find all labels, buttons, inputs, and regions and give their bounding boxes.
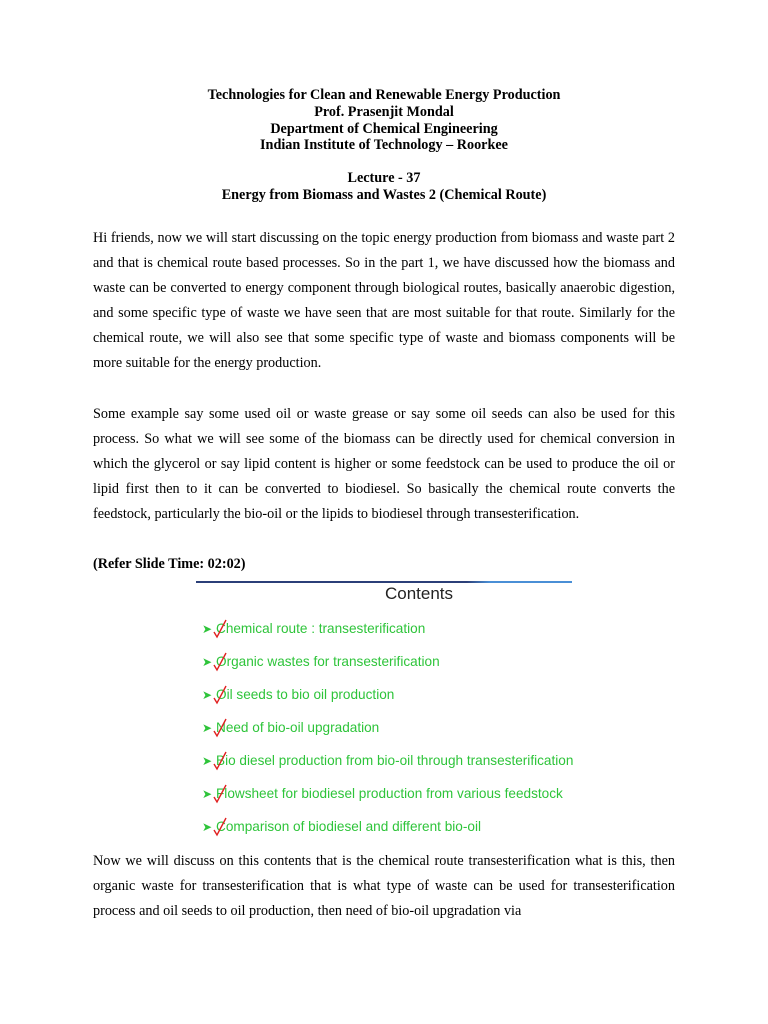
contents-item: [202, 684, 394, 706]
arrow-bullet-icon: ➤: [202, 622, 213, 636]
slide-time-reference: (Refer Slide Time: 02:02): [93, 556, 246, 572]
arrow-bullet-icon: ➤: [202, 655, 213, 669]
paragraph: Some example say some used oil or waste grease or say some oil seeds can also be used for this process. So what we will see some of the biomass can be directly used for chemical conversion in which the glycerol or say lipid content is higher or some feedstock can be used to produce the oil or lipid first then to it can be converted to biodiesel. So basically the chemical route converts the feedstock, particularly the bio-oil or the lipids to biodiesel through transesterification.: [93, 406, 675, 522]
slide-title: Contents: [384, 584, 454, 603]
lecture-number: Lecture - 37: [347, 170, 421, 186]
arrow-bullet-icon: ➤: [202, 787, 213, 801]
red-check-mark-icon: [213, 718, 227, 738]
red-check-mark-icon: [213, 619, 227, 639]
arrow-bullet-icon: ➤: [202, 721, 213, 735]
contents-item-label: Oil seeds to bio oil production: [216, 687, 395, 702]
contents-item: [202, 618, 425, 640]
red-check-mark-icon: [213, 652, 227, 672]
contents-item-label: Organic wastes for transesterification: [216, 654, 440, 669]
course-title: Technologies for Clean and Renewable Energy Production: [207, 87, 561, 103]
document-header: [0, 87, 768, 154]
institute-name: Indian Institute of Technology – Roorkee: [260, 137, 508, 154]
contents-item-label: Comparison of biodiesel and different bio-oil: [216, 819, 481, 834]
contents-slide: [196, 578, 572, 844]
arrow-bullet-icon: ➤: [202, 754, 213, 768]
contents-item-label: Need of bio-oil upgradation: [216, 720, 380, 735]
paragraph: Now we will discuss on this contents that is the chemical route transesterification what is this, then organic waste for transesterification that is what type of waste can be used for transesterification process and oil seeds to oil production, then need of bio-oil upgradation via: [93, 853, 675, 919]
contents-item-label: Bio diesel production from bio-oil through transesterification: [216, 753, 574, 768]
professor-name: Prof. Prasenjit Mondal: [314, 103, 454, 120]
lecture-heading: [0, 170, 768, 204]
paragraph: Hi friends, now we will start discussing on the topic energy production from biomass and waste part 2 and that is chemical route based processes. So in the part 1, we have discussed how the biomass and waste can be converted to energy component through biological routes, basically anaerobic digestion, and some specific type of waste we have seen that are most suitable for that route. Similarly for the chemical route, we will also see that some specific type of waste and biomass components will be more suitable for the energy production.: [93, 230, 675, 371]
arrow-bullet-icon: ➤: [202, 820, 213, 834]
contents-item: [202, 717, 379, 739]
department-name: Department of Chemical Engineering: [270, 120, 498, 137]
red-check-mark-icon: [213, 685, 227, 705]
contents-item: [202, 816, 481, 838]
slide-title-rule: [196, 581, 572, 583]
contents-item: [202, 651, 440, 673]
contents-item: [202, 750, 573, 772]
red-check-mark-icon: [213, 751, 227, 771]
contents-item: [202, 783, 563, 805]
contents-item-label: Chemical route : transesterification: [216, 621, 426, 636]
contents-item-label: Flowsheet for biodiesel production from various feedstock: [216, 786, 563, 801]
arrow-bullet-icon: ➤: [202, 688, 213, 702]
lecture-title: Energy from Biomass and Wastes 2 (Chemical Route): [221, 187, 547, 203]
red-check-mark-icon: [213, 784, 227, 804]
red-check-mark-icon: [213, 817, 227, 837]
